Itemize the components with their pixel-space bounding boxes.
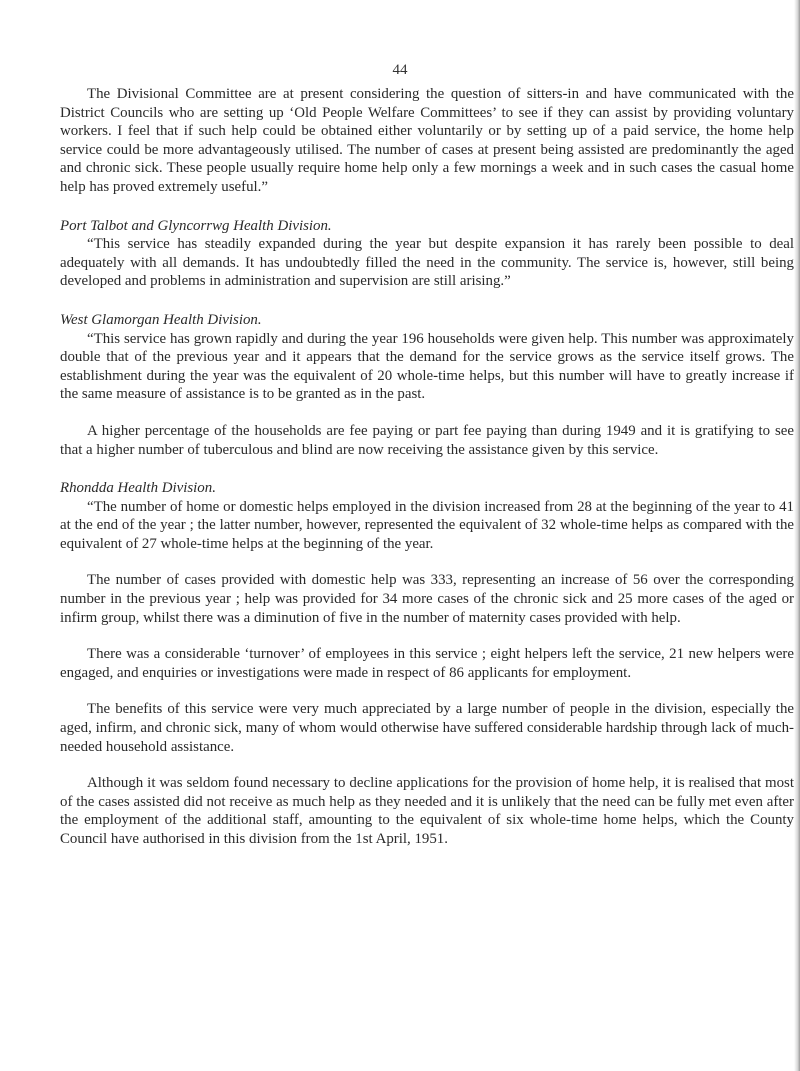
heading-rhondda: Rhondda Health Division. [60,480,216,497]
heading-west-glamorgan: West Glamorgan Health Division. [60,311,262,328]
paragraph-rhondda-cases: The number of cases provided with domestic help was 333, representing an increase of 56 over the corresponding number in the previous year ; help was provided for 34 more cases of the chronic sick and 25 more cases of the aged or infirm group, whilst there was a diminution of five in the number of maternity cases provided with help. [60,572,794,626]
paragraph-fee-paying: A higher percentage of the households are fee paying or part fee paying than during 1949 and it is gratifying to see that a higher number of tuberculous and blind are now receiving the assistance given by this service. [60,422,794,458]
paragraph-rhondda-turnover: There was a considerable ‘turnover’ of employees in this service ; eight helpers left the service, 21 new helpers were engaged, and enquiries or investigations were made in respect of 86 applicants for employment. [60,646,794,681]
page-number: 44 [392,62,408,78]
paragraph-port-talbot: “This service has steadily expanded during the year but despite expansion it has rarely been possible to deal adequately with all demands. It has undoubtedly filled the need in the community. The service is, however, still being developed and problems in administration and supervision are still arising.” [60,236,794,290]
paragraph-rhondda-conclusion: Although it was seldom found necessary to decline applications for the provision of home help, it is realised that most of the cases assisted did not receive as much help as they needed and it is unlikely that the need can be fully met even after the employment of the additional staff, amounting to the equivalent of six whole-time home helps, which the County Council have authorised in this division from the 1st April, 1951. [60,775,794,847]
paragraph-sitters-in: The Divisional Committee are at present considering the question of sitters-in and have communicated with the District Councils who are setting up ‘Old People Welfare Committees’ to see if they can assist by providing voluntary workers. I feel that if such help could be obtained either voluntarily or by setting up of a paid service, the home help service could be more advantageously utilised. The number of cases at present being assisted are predominantly the aged and chronic sick. These people usually require home help only a few mornings a week and in such cases the casual home help has proved extremely useful.” [60,86,794,195]
heading-port-talbot: Port Talbot and Glyncorrwg Health Division. [60,217,332,234]
paragraph-west-glamorgan: “This service has grown rapidly and during the year 196 households were given help. This number was approximately double that of the previous year and it appears that the demand for the service grows as the service itself grows. The establishment during the year was the equivalent of 20 whole-time helps, but this number will have to greatly increase if the same measure of assistance is to be granted as in the past. [60,330,794,403]
scanned-page-edge [794,0,800,1071]
paragraph-rhondda-helps: “The number of home or domestic helps employed in the division increased from 28 at the beginning of the year to 41 at the end of the year ; the latter number, however, represented the equivalent of 32 whole-time helps as compared with the equivalent of 27 whole-time helps at the beginning of the year. [60,498,794,552]
paragraph-rhondda-benefits: The benefits of this service were very much appreciated by a large number of people in the division, especially the aged, infirm, and chronic sick, many of whom would otherwise have suffered considerable hardship through lack of much-needed household assistance. [60,701,794,755]
document-body [60,85,794,849]
